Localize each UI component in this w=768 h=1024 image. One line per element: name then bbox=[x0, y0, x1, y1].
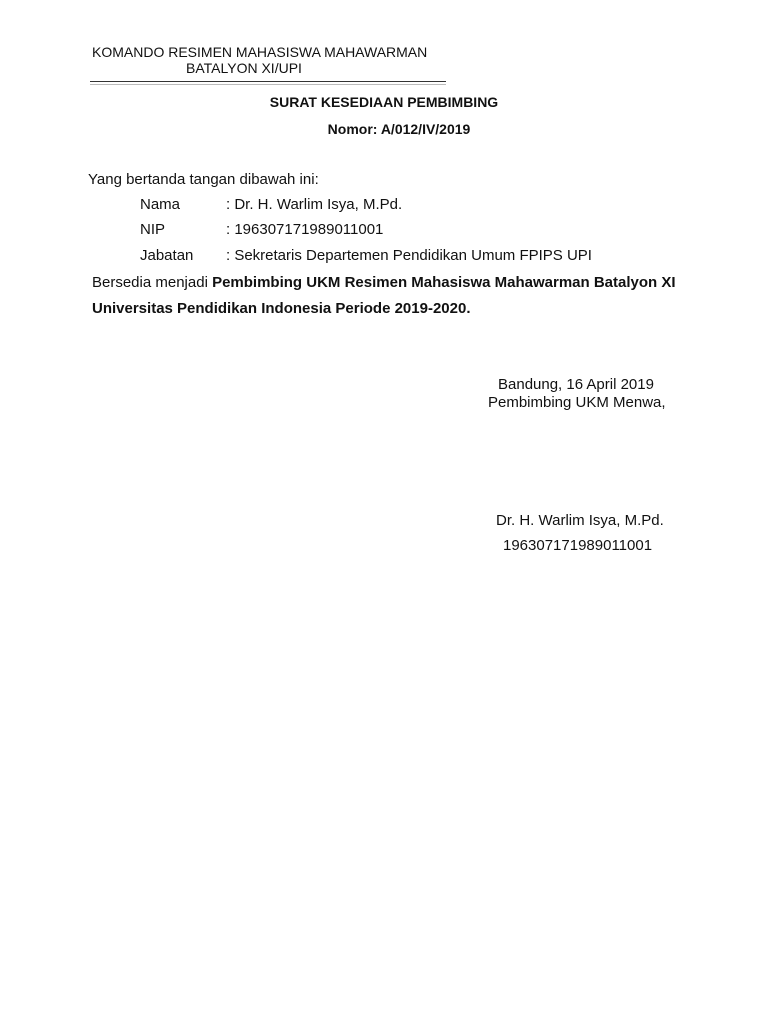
intro-text: Yang bertanda tangan dibawah ini: bbox=[88, 171, 319, 188]
header-divider bbox=[90, 81, 446, 82]
field-label-nip: NIP bbox=[140, 221, 166, 238]
statement-prefix: Bersedia menjadi bbox=[92, 274, 213, 291]
field-label-nama: Nama bbox=[140, 196, 181, 213]
signature-nip: 196307171989011001 bbox=[503, 537, 653, 554]
letter-title: SURAT KESEDIAAN PEMBIMBING bbox=[269, 94, 499, 110]
field-value-jabatan: : Sekretaris Departemen Pendidikan Umum FPIPS UPI bbox=[226, 247, 592, 264]
signature-role: Pembimbing UKM Menwa, bbox=[488, 394, 666, 411]
field-value-nip: : 196307171989011001 bbox=[226, 221, 384, 238]
battalion-name: BATALYON XI/UPI bbox=[186, 60, 302, 76]
field-value-nama: : Dr. H. Warlim Isya, M.Pd. bbox=[226, 196, 403, 213]
header-divider-thin bbox=[90, 84, 446, 85]
signature-place-date: Bandung, 16 April 2019 bbox=[498, 376, 654, 393]
signature-name: Dr. H. Warlim Isya, M.Pd. bbox=[496, 512, 664, 529]
letter-number: Nomor: A/012/IV/2019 bbox=[327, 121, 471, 137]
organization-name: KOMANDO RESIMEN MAHASISWA MAHAWARMAN bbox=[92, 44, 428, 60]
statement-paragraph bbox=[92, 270, 712, 322]
field-label-jabatan: Jabatan bbox=[140, 247, 194, 264]
statement-bold: Pembimbing UKM Resimen Mahasiswa Mahawarman Batalyon XI Universitas Pendidikan Indonesia Periode 2019-2020. bbox=[92, 274, 676, 317]
